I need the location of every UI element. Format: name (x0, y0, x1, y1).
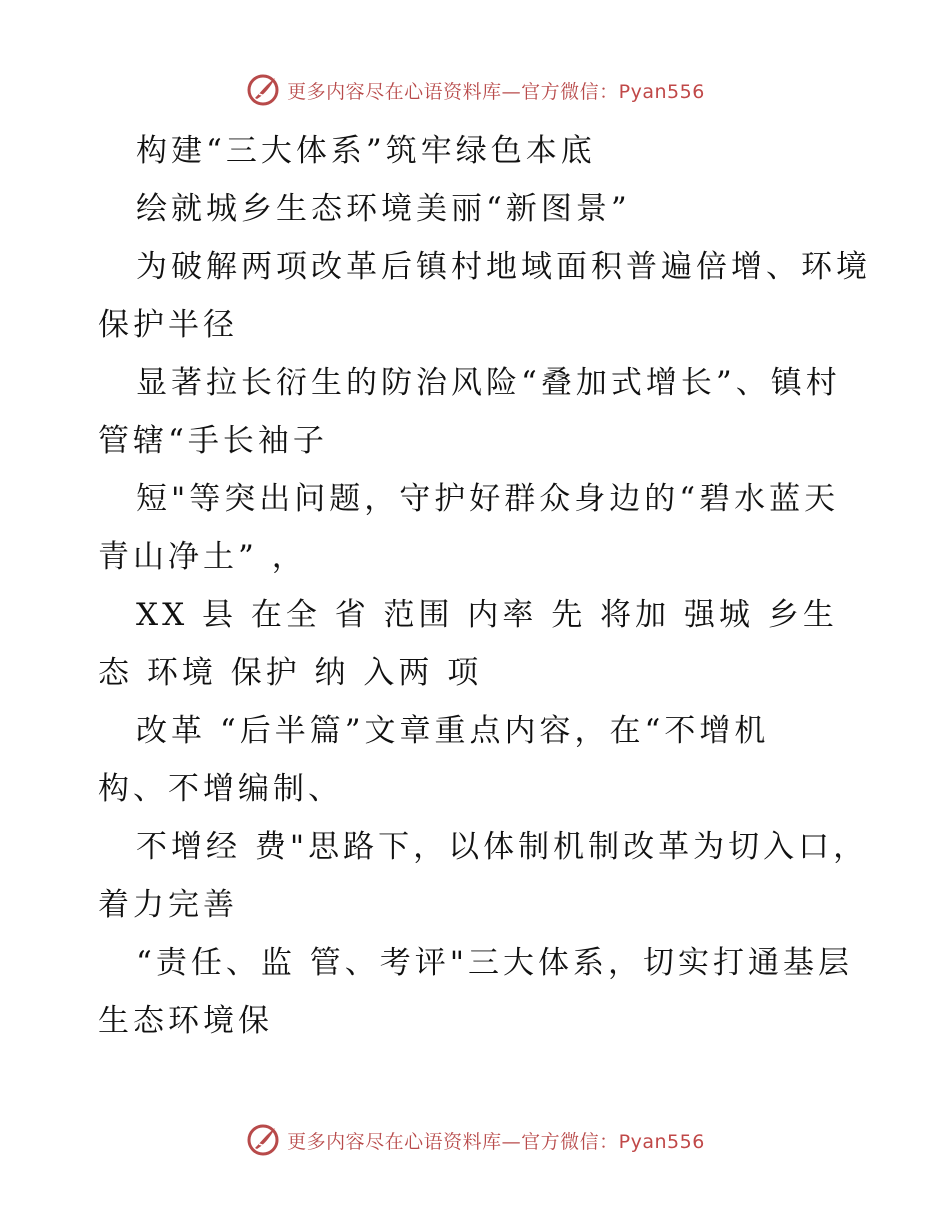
document-body (98, 122, 871, 1050)
feather-circle-logo-icon (245, 1122, 281, 1158)
body-line: 保护半径 (98, 307, 238, 343)
body-line: 不增经 费"思路下，以体制机制改革为切入口， (136, 829, 869, 865)
body-line: XX 县 在全 省 范围 内率 先 将加 强城 乡生 (136, 597, 838, 633)
footer-wechat-id: Pyan556 (618, 1130, 705, 1153)
body-line: 着力完善 (98, 887, 238, 923)
header-watermark (0, 70, 950, 110)
header-label: 更多内容尽在心语资料库—官方微信： (287, 80, 619, 103)
body-line: 改革 “后半篇”文章重点内容，在“不增机 (136, 713, 770, 749)
footer-label: 更多内容尽在心语资料库—官方微信： (287, 1130, 619, 1153)
body-line: 构建“三大体系”筑牢绿色本底 (136, 133, 596, 169)
body-line: 态 环境 保护 纳 入两 项 (98, 655, 483, 691)
header-text (287, 77, 705, 104)
body-line: 青山净土” ， (98, 539, 307, 575)
body-line: 生态环境保 (98, 1003, 273, 1039)
body-line: 构、不增编制、 (98, 771, 343, 807)
body-line: 为破解两项改革后镇村地域面积普遍倍增、环境 (136, 249, 871, 285)
body-line: “责任、监 管、考评"三大体系，切实打通基层 (136, 945, 853, 981)
feather-circle-logo-icon (245, 72, 281, 108)
body-line: 短"等突出问题，守护好群众身边的“碧水蓝天 (136, 481, 840, 517)
body-line: 管辖“手长袖子 (98, 423, 328, 459)
body-line: 显著拉长衍生的防治风险“叠加式增长”、镇村 (136, 365, 841, 401)
body-line: 绘就城乡生态环境美丽“新图景” (136, 191, 631, 227)
header-wechat-id: Pyan556 (618, 80, 705, 103)
footer-text (287, 1127, 705, 1154)
footer-watermark (0, 1120, 950, 1160)
